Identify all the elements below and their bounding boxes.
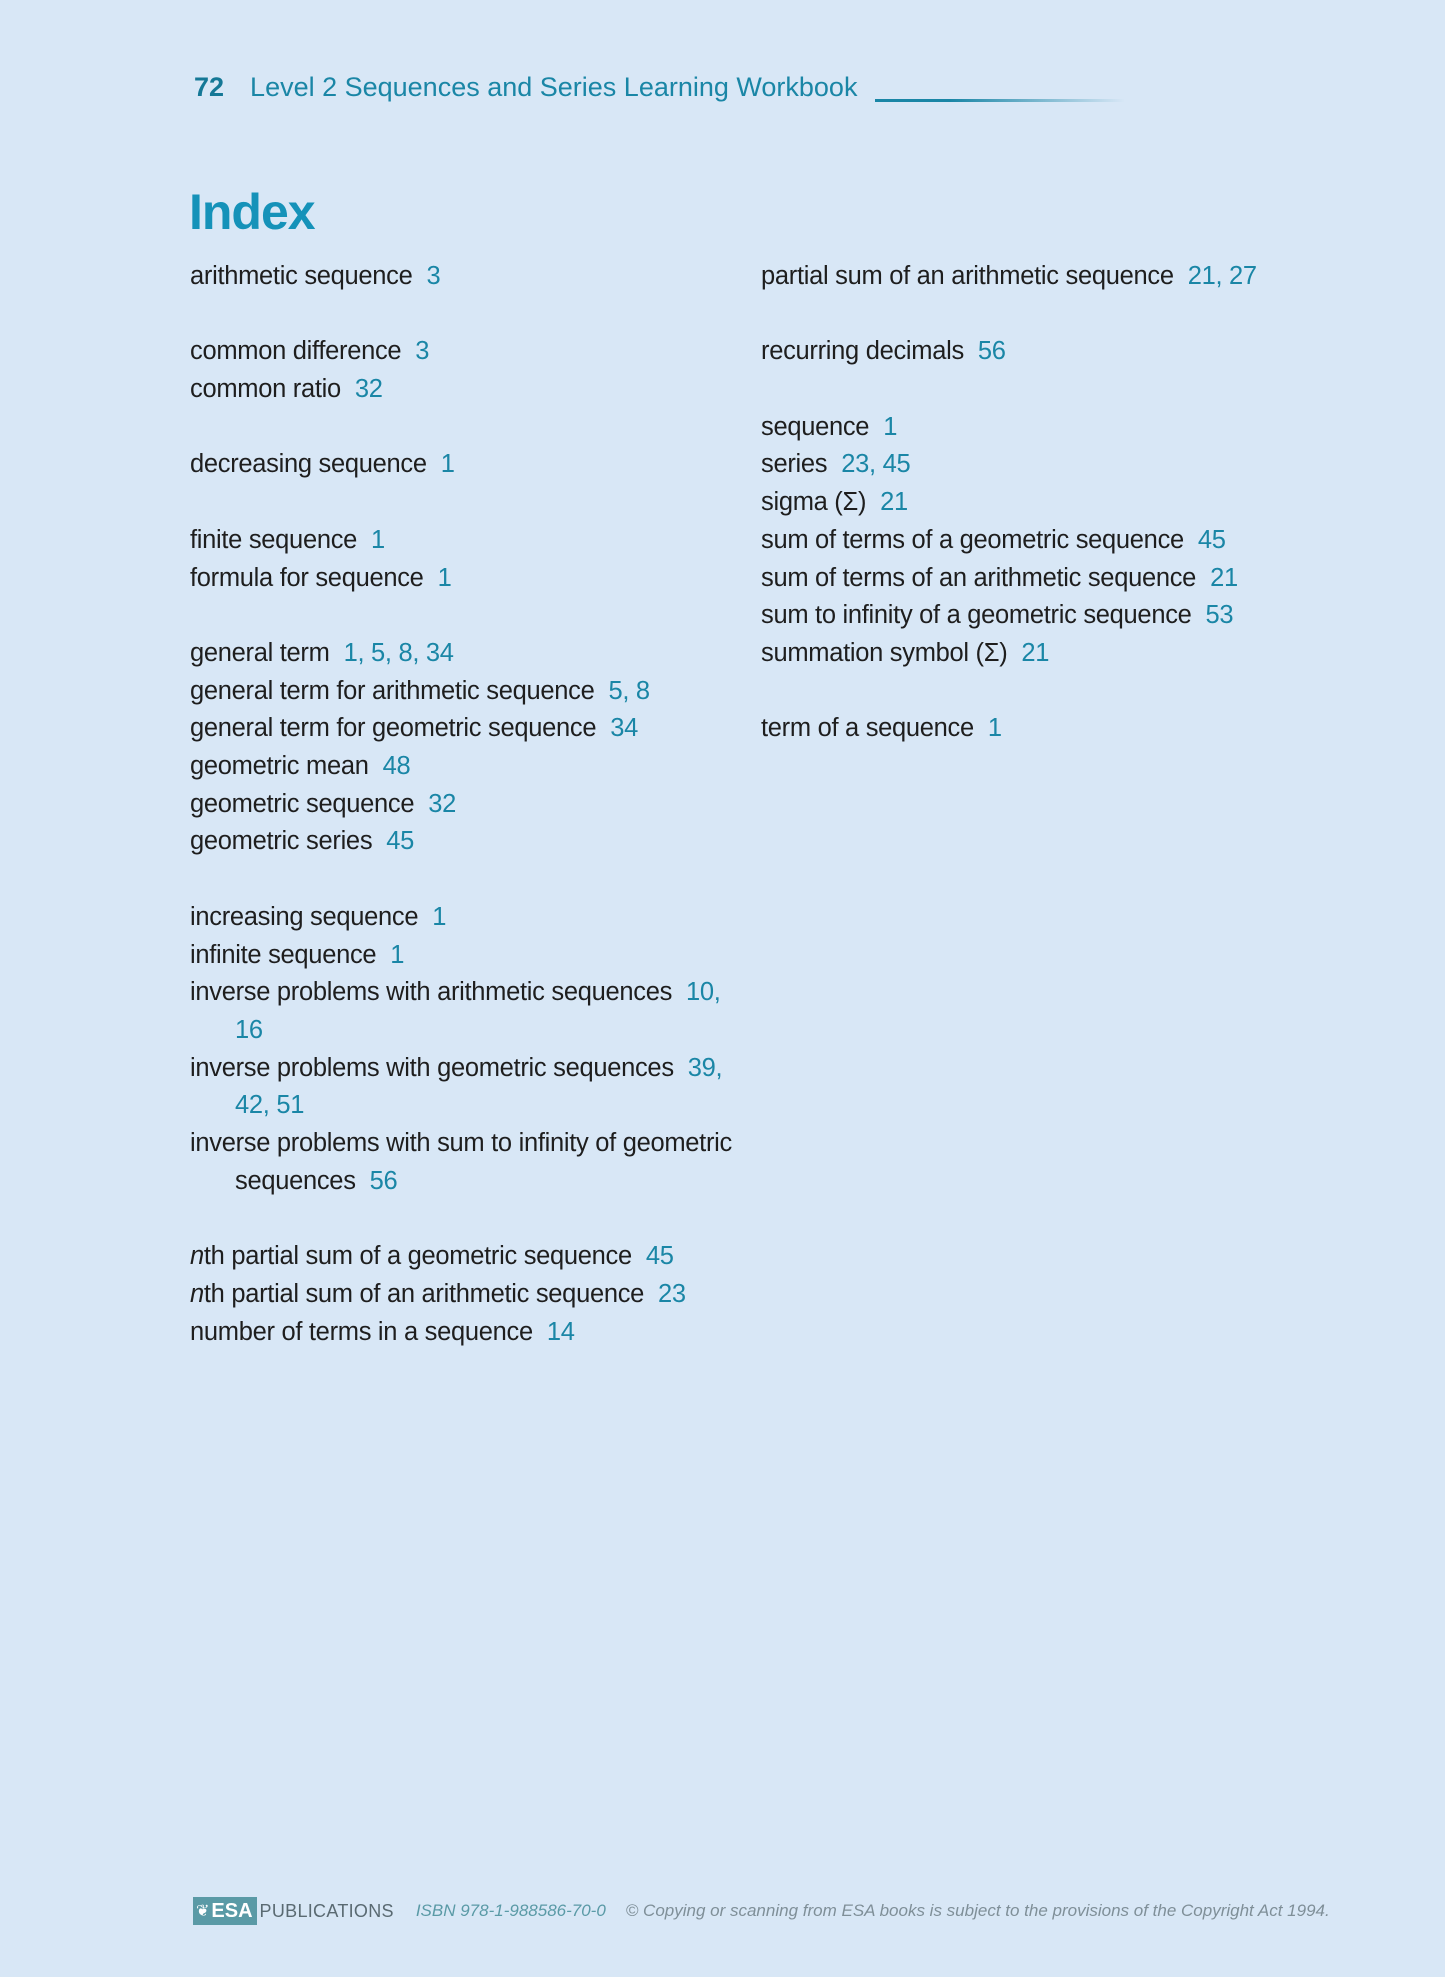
index-entry: [761, 560, 1361, 598]
index-term: geometric series: [190, 827, 373, 856]
index-term: formula for sequence: [190, 563, 424, 592]
index-term: geometric mean: [190, 752, 369, 781]
index-term: general term for arithmetic sequence: [190, 676, 595, 705]
index-term: sequence: [761, 412, 870, 441]
index-term: series: [761, 450, 828, 479]
index-term: inverse problems with arithmetic sequences: [190, 978, 673, 1007]
index-page-refs: 1: [883, 412, 898, 441]
index-page-refs: 3: [415, 337, 430, 366]
index-page-refs: 14: [546, 1317, 575, 1346]
index-term: infinite sequence: [190, 940, 377, 969]
group-gap: [190, 597, 750, 635]
index-term: geometric sequence: [190, 789, 415, 818]
index-page-refs: 21: [880, 488, 908, 517]
page-header: [194, 72, 857, 103]
index-page-refs: 53: [1205, 601, 1234, 630]
group-gap: [761, 296, 1361, 334]
index-left-column: [190, 258, 750, 1351]
index-page-refs: 3: [426, 262, 441, 290]
esa-logo: [193, 1897, 257, 1925]
index-entry: [761, 333, 1361, 371]
index-entry: [190, 1050, 750, 1125]
index-page-refs: 48: [382, 752, 411, 781]
index-entry: [761, 635, 1361, 673]
group-gap: [190, 1201, 750, 1239]
index-page-refs: 21, 27: [1187, 262, 1257, 290]
index-page-refs: 1: [987, 714, 1002, 743]
index-entry: [761, 484, 1361, 522]
leaf-icon: ❦: [196, 1903, 210, 1920]
index-page-refs: 39, 42, 51: [235, 1053, 723, 1120]
index-entry: [761, 522, 1361, 560]
index-entry: [190, 1276, 750, 1314]
index-term: decreasing sequence: [190, 450, 427, 479]
index-page-refs: 23, 45: [841, 450, 911, 479]
index-entry: [190, 710, 750, 748]
index-entry: [761, 597, 1361, 635]
index-entry: [190, 899, 750, 937]
group-gap: [761, 371, 1361, 409]
group-gap: [190, 409, 750, 447]
index-term: sum of terms of an arithmetic sequence: [761, 563, 1197, 592]
group-gap: [761, 673, 1361, 711]
index-page-refs: 10, 16: [235, 978, 721, 1044]
group-gap: [190, 861, 750, 899]
index-term: inverse problems with sum to infinity of geometric sequences: [190, 1129, 732, 1195]
index-page-refs: 23: [658, 1279, 686, 1308]
index-term: sigma (Σ): [761, 488, 867, 517]
copyright-notice: © Copying or scanning from ESA books is subject to the provisions of the Copyright Act 1994.: [625, 1901, 1330, 1920]
index-entry: [761, 258, 1361, 296]
index-entry: [190, 673, 750, 711]
index-page-refs: 32: [354, 375, 383, 404]
page-number: 72: [194, 72, 225, 102]
index-term: number of terms in a sequence: [190, 1317, 533, 1346]
index-term: summation symbol (Σ): [761, 639, 1008, 667]
index-entry: [190, 446, 750, 484]
index-page-refs: 1: [437, 563, 452, 592]
index-entry: [190, 522, 750, 560]
index-term-italic: n: [190, 1242, 204, 1271]
index-entry: [761, 710, 1361, 748]
index-term: th partial sum of a geometric sequence: [203, 1242, 632, 1271]
index-page-refs: 45: [386, 827, 415, 856]
index-page-refs: 56: [977, 337, 1006, 366]
index-page-refs: 1: [432, 902, 447, 931]
index-term: arithmetic sequence: [190, 262, 413, 290]
index-entry: [190, 937, 750, 975]
group-gap: [190, 296, 750, 334]
index-page-refs: 1: [371, 525, 385, 554]
index-page-refs: 1: [390, 940, 405, 969]
index-page-refs: 34: [610, 714, 638, 743]
index-page-refs: 32: [428, 789, 457, 818]
index-term: general term for geometric sequence: [190, 714, 597, 743]
page-footer: [193, 1897, 1330, 1925]
index-term: general term: [190, 638, 330, 667]
index-page-refs: 1: [440, 450, 455, 479]
logo-publications-text: PUBLICATIONS: [259, 1900, 394, 1921]
index-term: sum to infinity of a geometric sequence: [761, 601, 1192, 630]
index-term: th partial sum of an arithmetic sequence: [203, 1279, 645, 1308]
index-entry: [190, 1125, 750, 1200]
index-entry: [190, 333, 750, 371]
index-entry: [190, 371, 750, 409]
index-term-italic: n: [190, 1279, 204, 1308]
index-entry: [190, 974, 750, 1049]
index-entry: [190, 1314, 750, 1352]
index-term: finite sequence: [190, 525, 358, 554]
index-entry: [190, 560, 750, 598]
index-page-refs: 45: [645, 1242, 674, 1271]
index-term: sum of terms of a geometric sequence: [761, 525, 1184, 554]
index-entry: [190, 823, 750, 861]
index-term: inverse problems with geometric sequences: [190, 1053, 674, 1082]
index-entry: [190, 258, 750, 296]
index-page-refs: 5, 8: [608, 676, 650, 705]
index-entry: [190, 786, 750, 824]
index-page-refs: 21: [1021, 639, 1050, 667]
index-term: increasing sequence: [190, 902, 419, 931]
index-page-refs: 1, 5, 8, 34: [343, 638, 454, 667]
index-term: common ratio: [190, 375, 341, 404]
index-entry: [190, 748, 750, 786]
isbn: ISBN 978-1-988586-70-0: [415, 1901, 606, 1920]
index-entry: [190, 635, 750, 673]
header-rule: [875, 99, 1125, 102]
book-title: Level 2 Sequences and Series Learning Workbook: [250, 72, 858, 102]
index-right-column: [761, 258, 1361, 748]
index-page-refs: 45: [1197, 525, 1226, 554]
index-term: common difference: [190, 337, 402, 366]
logo-mark-text: ESA: [211, 1899, 253, 1922]
group-gap: [190, 484, 750, 522]
index-term: partial sum of an arithmetic sequence: [761, 262, 1174, 290]
index-entry: [761, 409, 1361, 447]
index-entry: [761, 446, 1361, 484]
index-page-refs: 56: [369, 1166, 398, 1195]
index-page-refs: 21: [1210, 563, 1238, 592]
index-title: Index: [189, 184, 315, 240]
index-term: recurring decimals: [761, 337, 964, 366]
index-entry: [190, 1238, 750, 1276]
index-term: term of a sequence: [761, 714, 974, 743]
